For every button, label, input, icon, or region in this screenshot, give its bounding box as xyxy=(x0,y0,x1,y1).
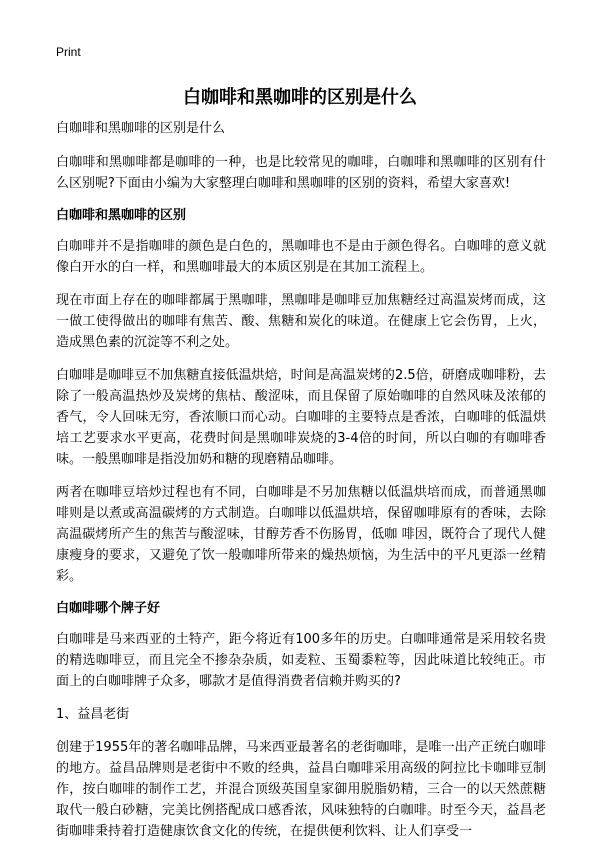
section-heading: 白咖啡和黑咖啡的区别 xyxy=(56,208,187,223)
page-title: 白咖啡和黑咖啡的区别是什么 xyxy=(183,87,417,108)
paragraph: 白咖啡并不是指咖啡的颜色是白色的，黑咖啡也不是由于颜色得名。白咖啡的意义就像白开水的白一样，和黑咖啡最大的本质区别是在其加工流程上。 xyxy=(56,239,546,275)
intro-paragraph: 白咖啡和黑咖啡都是咖啡的一种，也是比较常见的咖啡，白咖啡和黑咖啡的区别有什么区别呢?下面由小编为大家整理白咖啡和黑咖啡的区别的资料，希望大家喜欢! xyxy=(56,155,546,191)
section-heading: 白咖啡哪个牌子好 xyxy=(56,601,161,616)
article-subtitle: 白咖啡和黑咖啡的区别是什么 xyxy=(56,121,226,136)
paragraph: 创建于1955年的著名咖啡品牌，马来西亚最著名的老街咖啡，是唯一出产正统白咖啡的地方。益昌品牌则是老街中不败的经典，益昌白咖啡采用高级的阿拉比卡咖啡豆制作，按白咖啡的制作工艺，并混合顶级英国皇家御用脱脂奶精，三合一的以天然蔗糖取代一般白砂糖，完美比例搭配成口感香浓，风味独特的白咖啡。时至今天，益昌老街咖啡秉持着打造健康饮食文化的传统，在提供便利饮料、让人们享受一 xyxy=(56,740,546,839)
paragraph: 白咖啡是咖啡豆不加焦糖直接低温烘焙，时间是高温炭烤的2.5倍，研磨成咖啡粉，去除了一般高温热炒及炭烤的焦枯、酸涩味，而且保留了原始咖啡的自然风味及浓郁的香气，令人回味无穷，香浓顺口而心动。白咖啡的主要特点是香浓，白咖啡的低温烘培工艺要求水平更高，花费时间是黑咖啡炭烧的3-4倍的时间，所以白咖的有咖啡香味。一般黑咖啡是指没加奶和糖的现磨精品咖啡。 xyxy=(56,368,546,467)
paragraph: 两者在咖啡豆培炒过程也有不同，白咖啡是不另加焦糖以低温烘培而成，而普通黑咖啡则是以煮或高温碳烤的方式制造。白咖啡以低温烘培，保留咖啡原有的香味，去除高温碳烤所产生的焦苦与酸涩味，甘醇芳香不伤肠胃，低咖 啡因，既符合了现代人健康瘦身的要求，又避免了饮一般咖啡所带来的燥热烦恼，为生活中的平凡更添一丝精彩。 xyxy=(56,485,546,584)
print-link[interactable]: Print xyxy=(56,45,81,59)
paragraph: 现在市面上存在的咖啡都属于黑咖啡，黑咖啡是咖啡豆加焦糖经过高温炭烤而成，这一做工使得做出的咖啡有焦苦、酸、焦糖和炭化的味道。在健康上它会伤胃，上火，造成黑色素的沉淀等不利之处。 xyxy=(56,293,546,350)
paragraph: 白咖啡是马来西亚的土特产，距今将近有100多年的历史。白咖啡通常是采用较名贵的精选咖啡豆，而且完全不掺杂杂质，如麦粒、玉蜀黍粒等，因此味道比较纯正。市面上的白咖啡牌子众多，哪款才是值得消费者信赖并购买的? xyxy=(56,632,546,689)
article-body xyxy=(56,118,546,854)
list-item-heading: 1、益昌老街 xyxy=(56,707,130,722)
